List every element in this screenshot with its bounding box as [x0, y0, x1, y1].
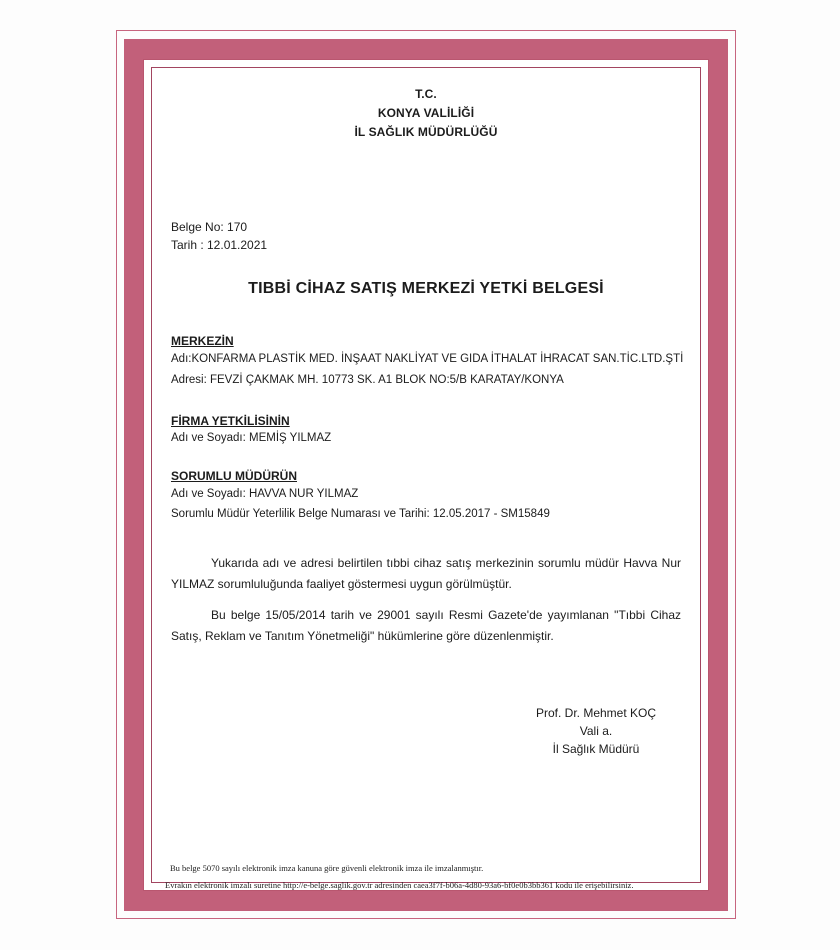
- merkez-address: Adresi: FEVZİ ÇAKMAK MH. 10773 SK. A1 BLOK NO:5/B KARATAY/KONYA: [171, 374, 564, 386]
- header-tc: T.C.: [415, 87, 437, 101]
- body-paragraph-1: Yukarıda adı ve adresi belirtilen tıbbi cihaz satış merkezinin sorumlu müdür Havva Nur YILMAZ sorumluluğunda faaliyet göstermesi uygun görülmüştür.: [171, 556, 681, 591]
- body-paragraph-2: Bu belge 15/05/2014 tarih ve 29001 sayılı Resmi Gazete'de yayımlanan "Tıbbi Cihaz Satış, Reklam ve Tanıtım Yönetmeliği" hükümlerine göre düzenlenmiştir.: [171, 608, 681, 643]
- merkez-name: Adı:KONFARMA PLASTİK MED. İNŞAAT NAKLİYAT VE GIDA İTHALAT İHRACAT SAN.TİC.LTD.ŞTİ: [171, 353, 684, 365]
- signatory-title: İl Sağlık Müdürü: [552, 742, 640, 756]
- section-merkez-label: MERKEZİN: [171, 334, 234, 348]
- sorumlu-person: Adı ve Soyadı: HAVVA NUR YILMAZ: [171, 488, 359, 500]
- footer-esignature-note: Bu belge 5070 sayılı elektronik imza kanuna göre güvenli elektronik imza ile imzalanmıştır.: [170, 863, 484, 873]
- document-number: Belge No: 170: [171, 220, 248, 234]
- signatory-name: Prof. Dr. Mehmet KOÇ: [535, 706, 657, 720]
- header-valilik: KONYA VALİLİĞİ: [377, 106, 475, 120]
- section-firma-label: FİRMA YETKİLİSİNİN: [171, 414, 290, 428]
- header-mudurluk: İL SAĞLIK MÜDÜRLÜĞÜ: [354, 125, 498, 139]
- footer-verification-note: Evrakın elektronik imzalı suretine http://e-belge.saglik.gov.tr adresinden caea3f7f-b06a-4d80-93a6-bf0e0b3bb361 kodu ile erişebilirsiniz.: [165, 880, 634, 890]
- firma-person: Adı ve Soyadı: MEMİŞ YILMAZ: [171, 432, 332, 444]
- document-date: Tarih : 12.01.2021: [171, 238, 268, 252]
- section-sorumlu-label: SORUMLU MÜDÜRÜN: [171, 469, 297, 483]
- sorumlu-qualification: Sorumlu Müdür Yeterlilik Belge Numarası ve Tarihi: 12.05.2017 - SM15849: [171, 508, 550, 520]
- document-title: TIBBİ CİHAZ SATIŞ MERKEZİ YETKİ BELGESİ: [248, 280, 604, 297]
- signatory-role: Vali a.: [579, 724, 613, 738]
